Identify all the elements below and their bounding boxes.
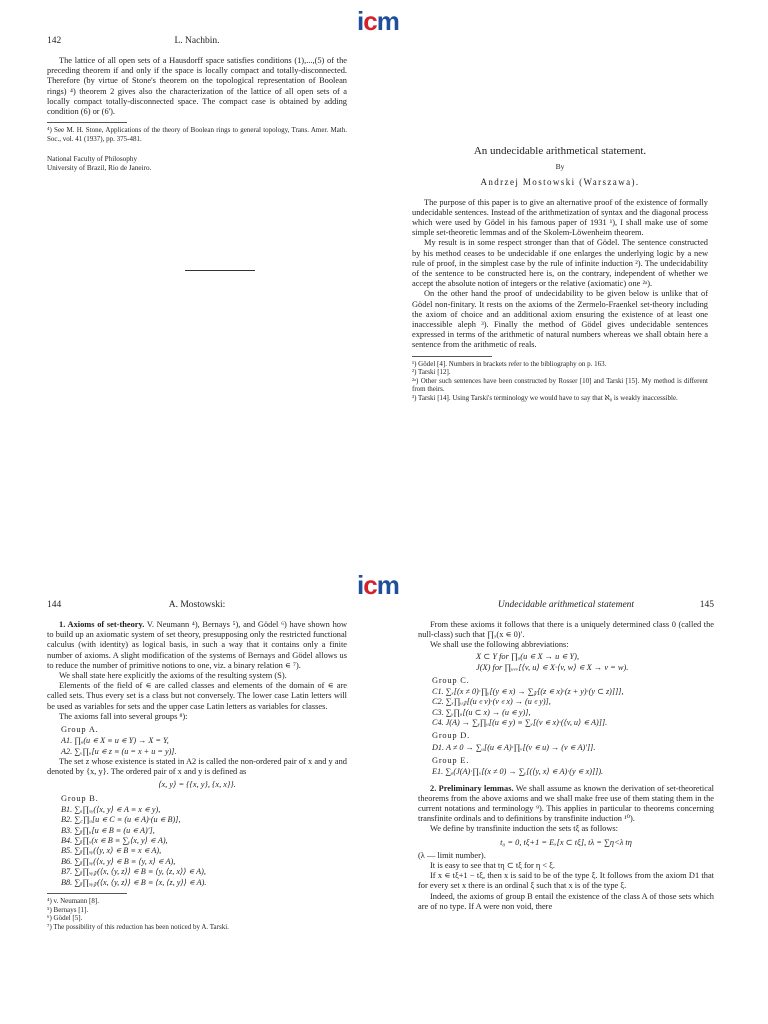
axiom: B6. ∑ᵦ∏ₓᵧ(⟨x, y⟩ ∊ B ≡ ⟨y, x⟩ ∊ A),: [61, 856, 176, 866]
running-head: [47, 600, 347, 616]
axiom-group-label: Group C.: [432, 675, 470, 685]
axiom: D1. A ≠ 0 → ∑ᵤ[(u ∊ A)·∏ᵥ[(v ∊ u) → (v ∊ A)′]].: [432, 742, 596, 752]
axiom: B1. ∑ₐ∏ₓᵧ(⟨x, y⟩ ∊ A ≡ x ∊ y),: [61, 804, 161, 814]
page-number: 142: [47, 36, 62, 46]
footnote: ¹) Gödel [4]. Numbers in brackets refer to the bibliography on p. 163.: [412, 359, 607, 368]
footnote: ⁵) Bernays [1].: [47, 905, 89, 914]
footnote-rule: [412, 356, 492, 357]
footnote: ²ᵃ) Other such sentences have been constructed by Rosser [10] and Tarski [15]. My method is different from theirs.: [412, 376, 708, 394]
axiom-group-label: Group D.: [432, 731, 471, 741]
body-paragraph: We shall use the following abbreviations:: [430, 640, 569, 650]
abbreviation: X ⊂ Y for ∏ᵤ(u ∊ X → u ∊ Y),: [476, 651, 580, 661]
axiom: A2. ∑ₓ∏ᵤ[u ∊ z ≡ (u = x + u = y)].: [61, 746, 177, 756]
axiom: C1. ∑ₓ[(x ≠ 0)·∏ᵧ[(y ∊ x) → ∑𝓏[(z ∊ x)·(z + y)·(y ⊂ z)]]],: [432, 686, 624, 696]
running-head-author: L. Nachbin.: [174, 36, 220, 46]
body-paragraph: We define by transfinite induction the sets tξ as follows:: [430, 824, 618, 834]
body-paragraph: The lattice of all open sets of a Hausdorff space satisfies conditions (1),...,(5) of the preceding theorem if and only if the space is locally compact and totally-disconnected. Therefore (by virtue of Stone's theorem on the topological representation of Boolean rings) ⁴) theorem 2 gives also the characterization of the lattice of all open sets of a locally compact totally-disconnected space. The compact case is obtained by adding condition (6) or (6').: [47, 56, 347, 117]
article-title: An undecidable arithmetical statement.: [473, 145, 647, 157]
body-paragraph: [47, 620, 347, 671]
footnote: ²) Tarski [12].: [412, 368, 451, 377]
axiom: C3. ∑ᵧ∏ᵤ[(u ⊂ x) → (u ∊ y)],: [432, 707, 531, 717]
bottom-spread: [0, 560, 768, 1024]
affiliation: [47, 155, 347, 172]
body-paragraph: (λ — limit number).: [418, 850, 486, 860]
body-paragraph: The purpose of this paper is to give an alternative proof of the existence of formally undecidable sentences. Instead of the arithmetization of syntax and the diagonal process which were used by Gödel in his famous paper of 1931 ¹), I shall make use of some simple set-theoretic lemmas and of the Skolem-Löwenheim theorem.: [412, 197, 708, 238]
section-heading: 2. Preliminary lemmas.: [430, 783, 514, 793]
axiom-group-label: Group E.: [432, 756, 470, 766]
page-142: [47, 36, 347, 173]
axiom: E1. ∑ₐ(J(A)·∏ₓ[(x ≠ 0) → ∑ᵧ[(⟨y, x⟩ ∊ A)·(y ∊ x)]]).: [432, 767, 604, 777]
body-paragraph: Elements of the field of ∊ are called classes and elements of the domain of ∊ are called sets. Thus every set is a class but not conversely. The lower case Latin letters will be used as variables for sets and the upper case Latin letters as variables for classes.: [47, 681, 347, 711]
abbreviation: J(X) for ∏ᵤᵥᵥ[⟨v, u⟩ ∊ X·⟨v, w⟩ ∊ X → v = w).: [476, 662, 629, 672]
paragraph-text: We shall assume as known the derivation of set-theoretical theorems from the above axioms and we shall make free use of them stating them in the current notations and terminology ⁹). This applies in particular to theorems concerning transfinite ordinals and to definitions by transfinite induction ¹⁰).: [418, 783, 714, 824]
section-heading: 1. Axioms of set-theory.: [59, 620, 145, 629]
by-line: By: [555, 162, 565, 172]
axiom: B4. ∑ᵦ∏ₓ(x ∊ B ≡ ∑ᵧ⟨x, y⟩ ∊ A),: [61, 836, 168, 846]
axiom: C2. ∑ₓ∏ᵤ𝓏[(u ∊ v)·(v ∊ x) → (u ∊ y)],: [432, 697, 551, 707]
body-paragraph: Indeed, the axioms of group B entail the existence of the class A of those sets which are of no type. If A were non void, there: [418, 891, 714, 911]
induction-formula: t₀ = 0, tξ+1 = Eₓ[x ⊂ tξ], tλ = ∑η<λ tη: [500, 837, 632, 847]
body-paragraph: It is easy to see that tη ⊂ tξ for η < ξ.: [430, 861, 555, 871]
footnote: ³) Tarski [14]. Using Tarski's terminology we would have to say that ℵ₀ is weakly inaccessible.: [412, 394, 678, 403]
running-head-author: A. Mostowski:: [168, 600, 226, 610]
definition-formula: ⟨x, y⟩ = {{x, y}, {x, x}}.: [158, 780, 236, 790]
footnote-rule: [47, 893, 127, 894]
page-143: [412, 144, 708, 403]
axiom-group-label: Group A.: [61, 725, 99, 735]
body-paragraph: The set z whose existence is stated in A2 is called the non-ordered pair of x and y and denoted by {x, y}. The ordered pair of x and y is defined as: [47, 757, 347, 777]
axiom: C4. J(A) → ∑ᵧ∏ᵤ[(u ∊ y) ≡ ∑ᵥ[(v ∊ x)·(⟨v, u⟩ ∊ A)]].: [432, 718, 608, 728]
body-paragraph: The axioms fall into several groups ⁸):: [59, 711, 188, 721]
footnote: ⁴) v. Neumann [8].: [47, 897, 99, 906]
body-paragraph: From these axioms it follows that there is a uniquely determined class 0 (called the null-class) such that ∏ₓ(x ∊ 0)′.: [418, 620, 714, 640]
body-paragraph: On the other hand the proof of undecidability to be given below is unlike that of Gödel non-finitary. It rests on the axioms of the Zermelo-Fraenkel set-theory including the axiom of choice and an additional axiom ensuring the existence of at least one inaccessible aleph ³). Finally the method of Gödel gives undecidable sentences expressed in terms of the arithmetic of natural numbers whereas we shall obtain here a sentence from the arithmetic of reals.: [412, 289, 708, 350]
page-145: [418, 600, 714, 912]
paragraph-text: V. Neumann ⁴), Bernays ⁵), and Gödel ⁶) have shown how to build up an axiomatic system of set theory, presupposing only the restricted functional calculus (with identity) as logical basis, in such a way that it contains only a finite number of axioms. A slight modification of the systems of Bernays and Gödel allows us to reduce the number of primitive notions to one, viz. a binary relation ∊ ⁷).: [47, 620, 347, 670]
page-144: [47, 600, 347, 931]
axiom: B3. ∑ᵦ∏ᵤ[u ∊ B ≡ (u ∊ A)′],: [61, 825, 155, 835]
footnote: ⁷) The possibility of this reduction has been noticed by A. Tarski.: [47, 922, 229, 931]
icm-logo: icm: [357, 570, 399, 600]
axiom-group-label: Group B.: [61, 793, 99, 803]
body-paragraph: We shall state here explicitly the axioms of the resulting system (S).: [59, 671, 287, 681]
affiliation-line: National Faculty of Philosophy: [47, 155, 138, 164]
running-head: [418, 600, 714, 616]
body-paragraph: [418, 784, 714, 825]
body-paragraph: My result is in some respect stronger than that of Gödel. The sentence constructed by his method ceases to be undecidable if one enlarges the underlying logic by a new rule of proof, in the simplest case by the rule of infinite induction ²). The undecidability of the sentence to be constructed here is, on the contrary, independent of whether we accept the absolute notion of integers or the relative (axiomatic) one ²ᵃ).: [412, 238, 708, 289]
body-paragraph: If x ∊ tξ+1 − tξ, then x is said to be of the type ξ. It follows from the axiom D1 that for every set x there is an ordinal ξ such that x is of the type ξ.: [418, 871, 714, 891]
page-number: 145: [699, 600, 714, 610]
footnote: ⁶) Gödel [5].: [47, 914, 83, 923]
running-head: [47, 36, 347, 52]
footnote: ⁴) See M. H. Stone, Applications of the theory of Boolean rings to general topology, Trans. Amer. Math. Soc., vol. 41 (1937), pp. 375-481.: [47, 126, 347, 143]
article-author: Andrzej Mostowski (Warszawa).: [480, 177, 640, 188]
axiom: B2. ∑꜀∏ᵤ[u ∊ C ≡ (u ∊ A)·(u ∊ B)],: [61, 815, 181, 825]
axiom: B5. ∑ᵦ∏ₓᵧ(⟨y, x⟩ ∊ B ≡ x ∊ A),: [61, 846, 162, 856]
affiliation-line: University of Brazil, Rio de Janeiro.: [47, 164, 152, 172]
axiom: A1. ∏ᵤ(u ∊ X ≡ u ∊ Y) → X = Y,: [61, 736, 169, 746]
axiom: B7. ∑ᵦ∏ₓᵧ𝓏(⟨x, ⟨y, z⟩⟩ ∊ B ≡ ⟨y, ⟨z, x⟩⟩ ∊ A),: [61, 867, 206, 877]
page-number: 144: [47, 600, 62, 610]
icm-logo: icm: [357, 6, 399, 36]
end-rule: [185, 270, 255, 271]
axiom: B8. ∑ᵦ∏ₓᵧ𝓏(⟨x, ⟨y, z⟩⟩ ∊ B ≡ ⟨x, ⟨z, y⟩⟩ ∊ A).: [61, 877, 207, 887]
footnote-rule: [47, 122, 127, 123]
running-head-title: Undecidable arithmetical statement: [497, 600, 635, 610]
